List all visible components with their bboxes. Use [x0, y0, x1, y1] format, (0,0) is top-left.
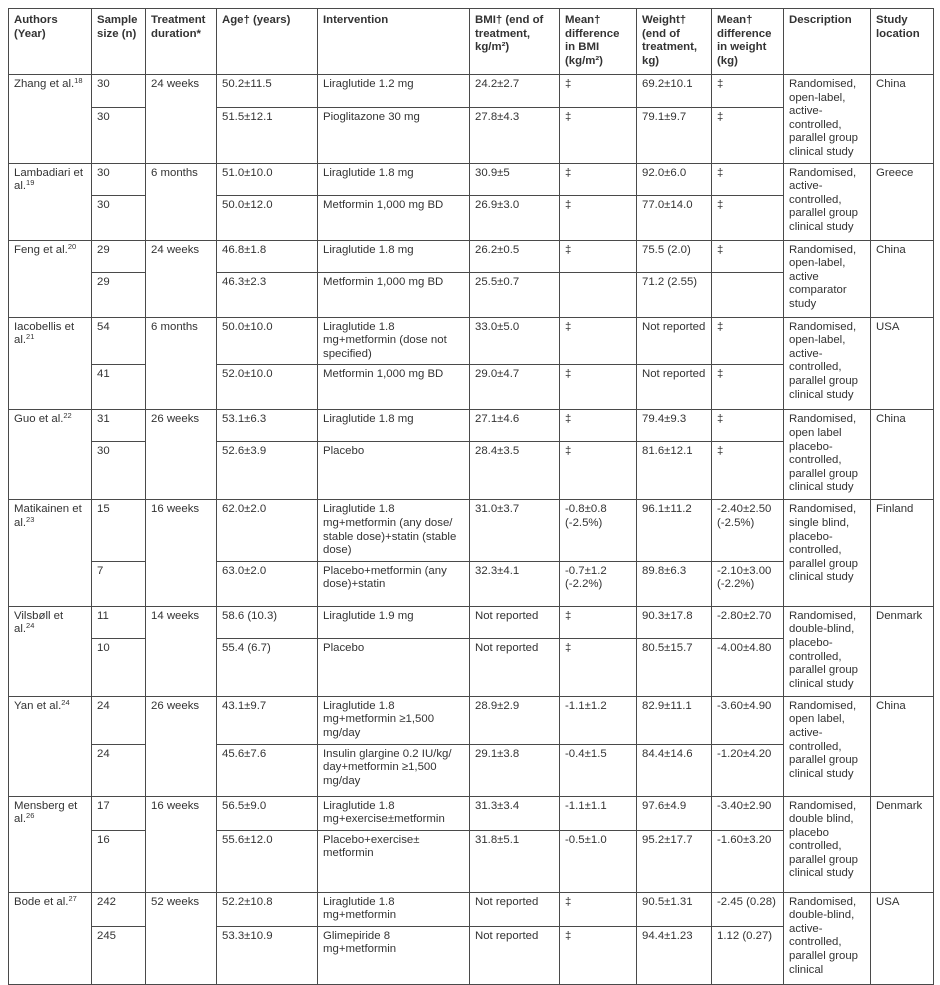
bmi-difference-cell: -0.8±0.8 (-2.5%)	[560, 500, 637, 561]
weight-difference-cell: -2.40±2.50 (-2.5%)	[712, 500, 784, 561]
age-cell: 50.0±10.0	[217, 317, 318, 365]
reference-number: 18	[74, 76, 83, 85]
intervention-cell: Glimepiride 8 mg+metformin	[318, 926, 470, 984]
reference-number: 27	[68, 893, 77, 903]
bmi-difference-cell: ‡	[560, 195, 637, 240]
author-name: Feng et al.	[14, 243, 68, 256]
table-row	[9, 240, 934, 272]
sample-size-cell: 24	[92, 696, 146, 744]
sample-size-cell: 30	[92, 442, 146, 500]
bmi-cell: 27.8±4.3	[470, 107, 560, 163]
intervention-cell: Liraglutide 1.8 mg	[318, 240, 470, 272]
description-cell: Randomised, double blind, placebo controlled, parallel group clinical study	[784, 796, 871, 892]
weight-cell: 82.9±11.1	[637, 696, 712, 744]
intervention-cell: Liraglutide 1.8 mg+metformin	[318, 892, 470, 926]
bmi-cell: 31.0±3.7	[470, 500, 560, 561]
duration-cell: 6 months	[146, 317, 217, 410]
intervention-cell: Placebo+metformin (any dose)+statin	[318, 561, 470, 606]
author-name: Yan et al.	[14, 699, 62, 712]
location-cell: Denmark	[871, 796, 934, 892]
location-cell: USA	[871, 892, 934, 984]
sample-size-cell: 31	[92, 410, 146, 442]
intervention-cell: Liraglutide 1.8 mg+metformin (any dose/ stable dose)+statin (stable dose)	[318, 500, 470, 561]
duration-cell: 16 weeks	[146, 796, 217, 892]
intervention-cell: Insulin glargine 0.2 IU/kg/ day+metformin ≥1,500 mg/day	[318, 744, 470, 796]
intervention-cell: Liraglutide 1.2 mg	[318, 75, 470, 108]
weight-difference-cell: -4.00±4.80	[712, 638, 784, 696]
age-cell: 46.8±1.8	[217, 240, 318, 272]
header-bmi: BMI† (end of treatment, kg/m²)	[470, 9, 560, 75]
sample-size-cell: 17	[92, 796, 146, 830]
author-cell	[9, 606, 92, 696]
age-cell: 51.0±10.0	[217, 163, 318, 195]
table-row	[9, 75, 934, 108]
bmi-cell: Not reported	[470, 638, 560, 696]
duration-cell: 14 weeks	[146, 606, 217, 696]
header-bmi-difference: Mean† difference in BMI (kg/m²)	[560, 9, 637, 75]
age-cell: 52.0±10.0	[217, 365, 318, 410]
bmi-cell: 29.1±3.8	[470, 744, 560, 796]
weight-difference-cell: -2.10±3.00 (-2.2%)	[712, 561, 784, 606]
sample-size-cell: 24	[92, 744, 146, 796]
bmi-difference-cell	[560, 272, 637, 317]
author-cell	[9, 796, 92, 892]
bmi-difference-cell: ‡	[560, 638, 637, 696]
weight-difference-cell: ‡	[712, 365, 784, 410]
description-cell: Randomised, double-blind, active-controlled, parallel group clinical	[784, 892, 871, 984]
sample-size-cell: 41	[92, 365, 146, 410]
sample-size-cell: 30	[92, 107, 146, 163]
author-cell	[9, 696, 92, 796]
sample-size-cell: 30	[92, 75, 146, 108]
header-study-location: Study location	[871, 9, 934, 75]
duration-cell: 26 weeks	[146, 696, 217, 796]
sample-size-cell: 7	[92, 561, 146, 606]
weight-cell: 94.4±1.23	[637, 926, 712, 984]
bmi-cell: 31.3±3.4	[470, 796, 560, 830]
weight-cell: 79.4±9.3	[637, 410, 712, 442]
weight-cell: 89.8±6.3	[637, 561, 712, 606]
weight-cell: 90.5±1.31	[637, 892, 712, 926]
table-row	[9, 796, 934, 830]
weight-cell: 90.3±17.8	[637, 606, 712, 638]
age-cell: 52.6±3.9	[217, 442, 318, 500]
sample-size-cell: 30	[92, 163, 146, 195]
weight-cell: 92.0±6.0	[637, 163, 712, 195]
header-description: Description	[784, 9, 871, 75]
sample-size-cell: 11	[92, 606, 146, 638]
age-cell: 46.3±2.3	[217, 272, 318, 317]
age-cell: 51.5±12.1	[217, 107, 318, 163]
bmi-cell: 28.9±2.9	[470, 696, 560, 744]
bmi-cell: 24.2±2.7	[470, 75, 560, 108]
duration-cell: 6 months	[146, 163, 217, 240]
location-cell: China	[871, 75, 934, 164]
author-name: Zhang et al.	[14, 78, 75, 90]
weight-cell: Not reported	[637, 317, 712, 365]
bmi-difference-cell: ‡	[560, 892, 637, 926]
bmi-difference-cell: -0.4±1.5	[560, 744, 637, 796]
description-cell: Randomised, single blind, placebo-controlled, parallel group clinical study	[784, 500, 871, 606]
age-cell: 45.6±7.6	[217, 744, 318, 796]
weight-difference-cell: ‡	[712, 163, 784, 195]
weight-difference-cell: -1.20±4.20	[712, 744, 784, 796]
header-intervention: Intervention	[318, 9, 470, 75]
intervention-cell: Placebo	[318, 638, 470, 696]
age-cell: 55.4 (6.7)	[217, 638, 318, 696]
bmi-difference-cell: ‡	[560, 365, 637, 410]
table-row	[9, 606, 934, 638]
bmi-difference-cell: -1.1±1.2	[560, 696, 637, 744]
bmi-cell: 26.9±3.0	[470, 195, 560, 240]
author-name: Lambadiari et al.	[14, 166, 84, 193]
author-name: Bode et al.	[14, 895, 69, 908]
header-sample-size: Sample size (n)	[92, 9, 146, 75]
sample-size-cell: 15	[92, 500, 146, 561]
bmi-difference-cell: ‡	[560, 317, 637, 365]
studies-table	[8, 8, 934, 985]
location-cell: China	[871, 696, 934, 796]
author-name: Guo et al.	[14, 413, 64, 426]
weight-difference-cell: ‡	[712, 442, 784, 500]
age-cell: 56.5±9.0	[217, 796, 318, 830]
intervention-cell: Metformin 1,000 mg BD	[318, 365, 470, 410]
bmi-difference-cell: -0.5±1.0	[560, 830, 637, 892]
intervention-cell: Liraglutide 1.8 mg+metformin ≥1,500 mg/day	[318, 696, 470, 744]
sample-size-cell: 10	[92, 638, 146, 696]
author-cell	[9, 75, 92, 164]
bmi-cell: 26.2±0.5	[470, 240, 560, 272]
weight-cell: 95.2±17.7	[637, 830, 712, 892]
location-cell: Greece	[871, 163, 934, 240]
location-cell: China	[871, 240, 934, 317]
sample-size-cell: 245	[92, 926, 146, 984]
sample-size-cell: 29	[92, 272, 146, 317]
intervention-cell: Liraglutide 1.8 mg+exercise±metformin	[318, 796, 470, 830]
weight-difference-cell: -2.80±2.70	[712, 606, 784, 638]
age-cell: 63.0±2.0	[217, 561, 318, 606]
weight-cell: 97.6±4.9	[637, 796, 712, 830]
table-container	[8, 8, 934, 985]
table-row	[9, 892, 934, 926]
age-cell: 62.0±2.0	[217, 500, 318, 561]
intervention-cell: Pioglitazone 30 mg	[318, 107, 470, 163]
bmi-cell: 31.8±5.1	[470, 830, 560, 892]
age-cell: 50.0±12.0	[217, 195, 318, 240]
bmi-difference-cell: ‡	[560, 107, 637, 163]
weight-difference-cell: ‡	[712, 317, 784, 365]
header-weight: Weight† (end of treatment, kg)	[637, 9, 712, 75]
weight-cell: 71.2 (2.55)	[637, 272, 712, 317]
weight-cell: 77.0±14.0	[637, 195, 712, 240]
bmi-cell: Not reported	[470, 606, 560, 638]
reference-number: 19	[26, 178, 35, 188]
weight-difference-cell: -3.40±2.90	[712, 796, 784, 830]
description-cell: Randomised, open-label, active-controlled, parallel group clinical study	[784, 75, 871, 164]
description-cell: Randomised, double-blind, placebo-controlled, parallel group clinical study	[784, 606, 871, 696]
bmi-cell: 28.4±3.5	[470, 442, 560, 500]
table-body	[9, 75, 934, 985]
age-cell: 58.6 (10.3)	[217, 606, 318, 638]
bmi-difference-cell: ‡	[560, 410, 637, 442]
author-name: Vilsbøll et al.	[14, 609, 64, 636]
age-cell: 52.2±10.8	[217, 892, 318, 926]
location-cell: China	[871, 410, 934, 500]
description-cell: Randomised, open-label, active comparator study	[784, 240, 871, 317]
bmi-difference-cell: ‡	[560, 606, 637, 638]
age-cell: 55.6±12.0	[217, 830, 318, 892]
sample-size-cell: 30	[92, 195, 146, 240]
weight-cell: 69.2±10.1	[637, 75, 712, 108]
bmi-cell: 25.5±0.7	[470, 272, 560, 317]
bmi-difference-cell: ‡	[560, 240, 637, 272]
duration-cell: 24 weeks	[146, 240, 217, 317]
location-cell: USA	[871, 317, 934, 410]
weight-cell: 79.1±9.7	[637, 107, 712, 163]
duration-cell: 52 weeks	[146, 892, 217, 984]
description-cell: Randomised, open label, active-controlled, parallel group clinical study	[784, 696, 871, 796]
reference-number: 20	[67, 241, 77, 251]
bmi-cell: 33.0±5.0	[470, 317, 560, 365]
weight-difference-cell: -2.45 (0.28)	[712, 892, 784, 926]
reference-number: 22	[63, 411, 72, 421]
intervention-cell: Metformin 1,000 mg BD	[318, 195, 470, 240]
weight-cell: 96.1±11.2	[637, 500, 712, 561]
weight-difference-cell: 1.12 (0.27)	[712, 926, 784, 984]
author-name: Mensberg et al.	[14, 799, 78, 826]
table-row	[9, 163, 934, 195]
weight-cell: 84.4±14.6	[637, 744, 712, 796]
intervention-cell: Liraglutide 1.8 mg+metformin (dose not specified)	[318, 317, 470, 365]
sample-size-cell: 29	[92, 240, 146, 272]
weight-difference-cell: -3.60±4.90	[712, 696, 784, 744]
location-cell: Denmark	[871, 606, 934, 696]
bmi-difference-cell: -0.7±1.2 (-2.2%)	[560, 561, 637, 606]
header-age: Age† (years)	[217, 9, 318, 75]
weight-difference-cell: ‡	[712, 75, 784, 108]
weight-difference-cell: ‡	[712, 107, 784, 163]
header-weight-difference: Mean† difference in weight (kg)	[712, 9, 784, 75]
author-cell	[9, 317, 92, 410]
weight-difference-cell: ‡	[712, 410, 784, 442]
weight-cell: Not reported	[637, 365, 712, 410]
intervention-cell: Liraglutide 1.8 mg	[318, 410, 470, 442]
weight-cell: 80.5±15.7	[637, 638, 712, 696]
header-row	[9, 9, 934, 75]
author-cell	[9, 163, 92, 240]
bmi-difference-cell: ‡	[560, 926, 637, 984]
bmi-cell: Not reported	[470, 926, 560, 984]
table-row	[9, 696, 934, 744]
age-cell: 53.3±10.9	[217, 926, 318, 984]
bmi-cell: Not reported	[470, 892, 560, 926]
bmi-cell: 29.0±4.7	[470, 365, 560, 410]
reference-number: 21	[26, 332, 35, 342]
duration-cell: 26 weeks	[146, 410, 217, 500]
table-row	[9, 410, 934, 442]
author-name: Matikainen et al.	[14, 503, 82, 529]
sample-size-cell: 16	[92, 830, 146, 892]
weight-difference-cell: ‡	[712, 240, 784, 272]
intervention-cell: Placebo	[318, 442, 470, 500]
bmi-cell: 32.3±4.1	[470, 561, 560, 606]
weight-difference-cell	[712, 272, 784, 317]
description-cell: Randomised, open-label, active-controlled, parallel group clinical study	[784, 317, 871, 410]
reference-number: 26	[26, 811, 35, 821]
intervention-cell: Liraglutide 1.8 mg	[318, 163, 470, 195]
bmi-cell: 27.1±4.6	[470, 410, 560, 442]
table-row	[9, 317, 934, 365]
age-cell: 43.1±9.7	[217, 696, 318, 744]
sample-size-cell: 54	[92, 317, 146, 365]
weight-difference-cell: -1.60±3.20	[712, 830, 784, 892]
duration-cell: 16 weeks	[146, 500, 217, 606]
bmi-difference-cell: ‡	[560, 442, 637, 500]
author-cell	[9, 500, 92, 606]
sample-size-cell: 242	[92, 892, 146, 926]
bmi-cell: 30.9±5	[470, 163, 560, 195]
weight-difference-cell: ‡	[712, 195, 784, 240]
intervention-cell: Liraglutide 1.9 mg	[318, 606, 470, 638]
reference-number: 24	[26, 621, 35, 631]
reference-number: 23	[26, 514, 35, 524]
age-cell: 53.1±6.3	[217, 410, 318, 442]
bmi-difference-cell: -1.1±1.1	[560, 796, 637, 830]
author-cell	[9, 892, 92, 984]
header-authors: Authors (Year)	[9, 9, 92, 75]
author-name: Iacobellis et al.	[14, 320, 75, 347]
bmi-difference-cell: ‡	[560, 75, 637, 108]
duration-cell: 24 weeks	[146, 75, 217, 164]
weight-cell: 81.6±12.1	[637, 442, 712, 500]
header-treatment-duration: Treatment duration*	[146, 9, 217, 75]
bmi-difference-cell: ‡	[560, 163, 637, 195]
table-row	[9, 500, 934, 561]
intervention-cell: Placebo+exercise± metformin	[318, 830, 470, 892]
age-cell: 50.2±11.5	[217, 75, 318, 108]
description-cell: Randomised, active-controlled, parallel group clinical study	[784, 163, 871, 240]
author-cell	[9, 240, 92, 317]
description-cell: Randomised, open label placebo-controlled, parallel group clinical study	[784, 410, 871, 500]
location-cell: Finland	[871, 500, 934, 606]
reference-number: 24	[61, 697, 70, 707]
author-cell	[9, 410, 92, 500]
weight-cell: 75.5 (2.0)	[637, 240, 712, 272]
intervention-cell: Metformin 1,000 mg BD	[318, 272, 470, 317]
